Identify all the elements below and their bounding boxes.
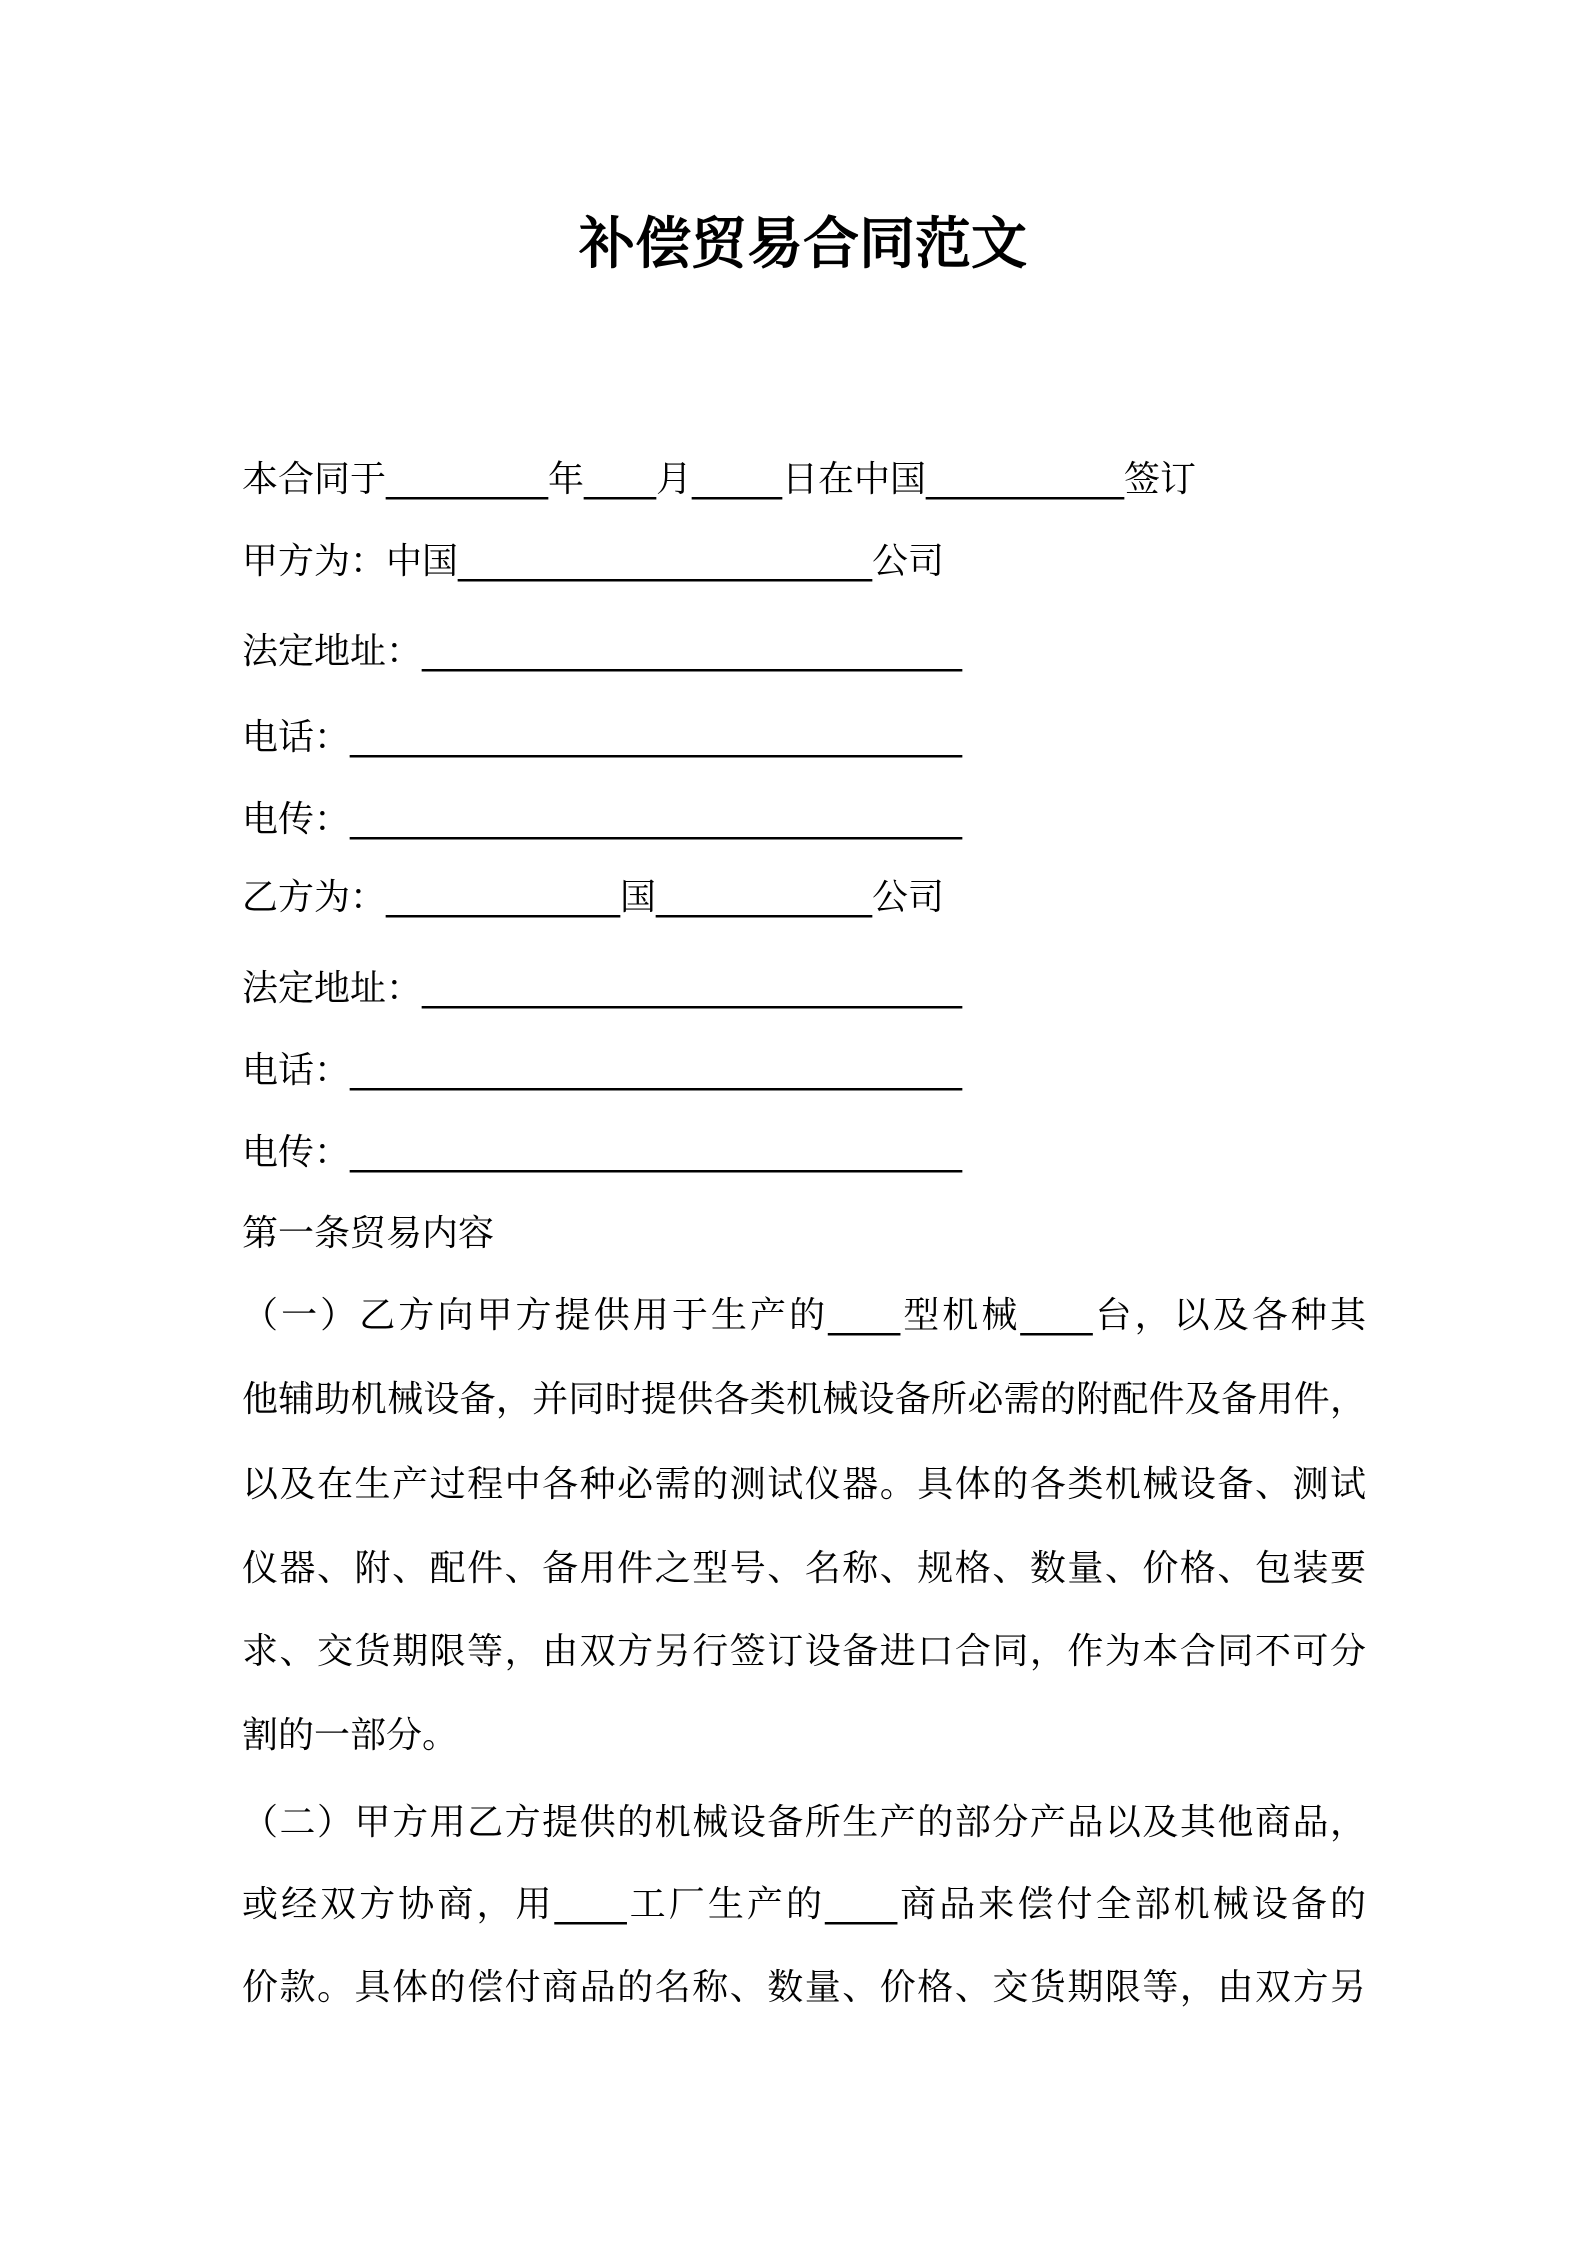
party-b-name-line: 乙方为：_____________国____________公司 [242, 877, 945, 918]
paragraph-line: 价款。具体的偿付商品的名称、数量、价格、交货期限等，由双方另 [242, 1967, 1366, 2008]
paragraph-line: （一）乙方向甲方提供用于生产的____型机械____台，以及各种其 [242, 1295, 1366, 1336]
party-b-address-line: 法定地址：______________________________ [242, 968, 963, 1009]
article-heading: 第一条贸易内容 [242, 1213, 495, 1254]
paragraph-line: 割的一部分。 [242, 1715, 459, 1756]
party-b-phone-line: 电话：__________________________________ [242, 1050, 963, 1091]
paragraph-line: 他辅助机械设备，并同时提供各类机械设备所必需的附配件及备用件， [242, 1379, 1366, 1420]
party-a-name-line: 甲方为：中国_______________________公司 [242, 541, 945, 582]
paragraph-line: （二）甲方用乙方提供的机械设备所生产的部分产品以及其他商品， [242, 1802, 1366, 1843]
signing-date-line: 本合同于_________年____月_____日在中国___________签订 [242, 459, 1197, 500]
paragraph-line: 以及在生产过程中各种必需的测试仪器。具体的各类机械设备、测试 [242, 1464, 1366, 1505]
paragraph-line: 仪器、附、配件、备用件之型号、名称、规格、数量、价格、包装要 [242, 1548, 1366, 1589]
paragraph-line: 或经双方协商，用____工厂生产的____商品来偿付全部机械设备的 [242, 1884, 1366, 1925]
party-b-telex-line: 电传：__________________________________ [242, 1132, 963, 1173]
paragraph-line: 求、交货期限等，由双方另行签订设备进口合同，作为本合同不可分 [242, 1631, 1366, 1672]
document-title: 补偿贸易合同范文 [579, 212, 1027, 277]
party-a-telex-line: 电传：__________________________________ [242, 799, 963, 840]
party-a-address-line: 法定地址：______________________________ [242, 631, 963, 672]
party-a-phone-line: 电话：__________________________________ [242, 717, 963, 758]
